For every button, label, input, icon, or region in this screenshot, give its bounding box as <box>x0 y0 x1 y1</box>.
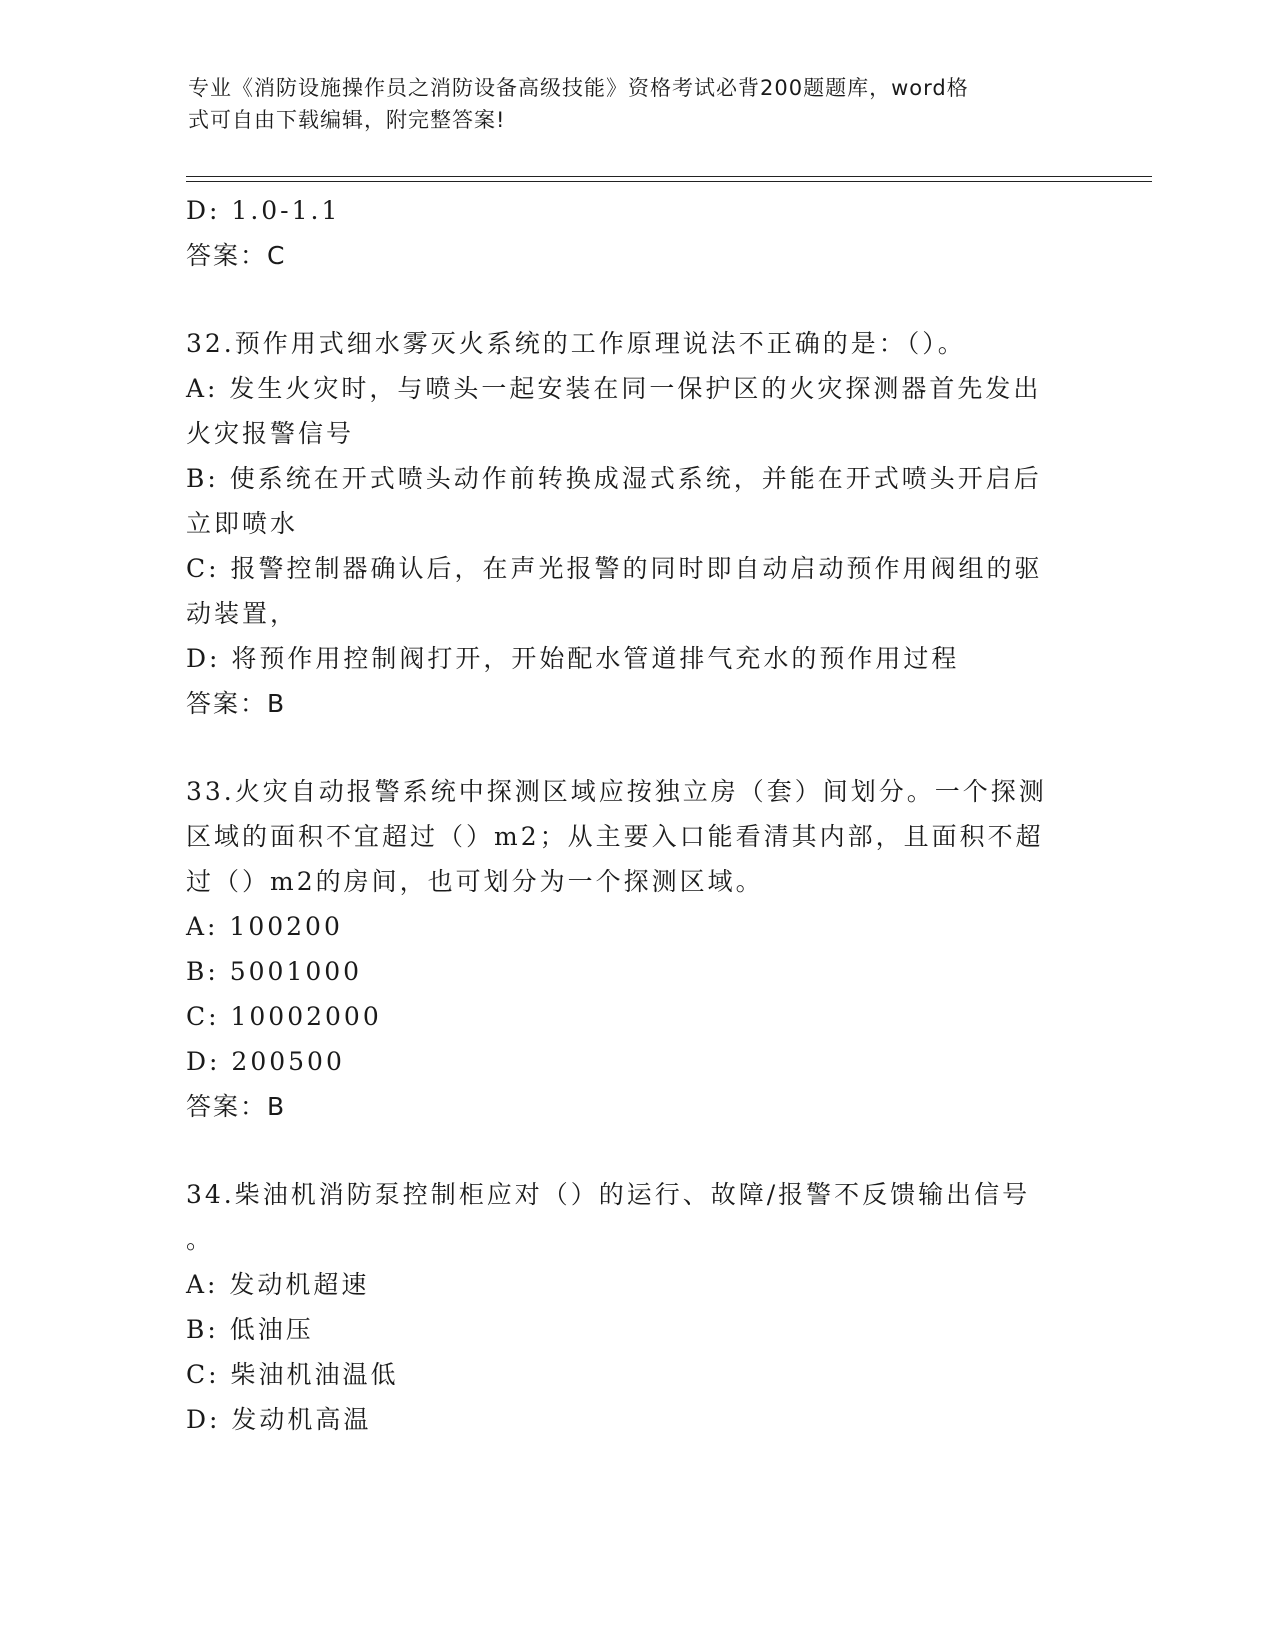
q34-option-c: C: 柴油机油温低 <box>186 1360 399 1389</box>
q32-option-a: A: 发生火灾时，与喷头一起安装在同一保护区的火灾探测器首先发出 <box>186 374 1042 403</box>
q32-option-a-cont: 火灾报警信号 <box>186 419 355 448</box>
q33-stem-cont: 区域的面积不宜超过（）m2；从主要入口能看清其内部，且面积不超 <box>186 822 1044 851</box>
q33-option-b: B: 5001000 <box>186 957 363 986</box>
document-header <box>188 72 1068 136</box>
header-divider-bottom <box>186 181 1152 182</box>
q32-option-b-cont: 立即喷水 <box>186 509 299 538</box>
q33-option-d: D: 200500 <box>186 1047 345 1076</box>
q33-stem: 33.火灾自动报警系统中探测区域应按独立房（套）间划分。一个探测 <box>186 777 1047 806</box>
question-content <box>186 188 1086 1442</box>
q32-option-b: B: 使系统在开式喷头动作前转换成湿式系统，并能在开式喷头开启后 <box>186 464 1042 493</box>
q34-option-a: A: 发动机超速 <box>186 1270 370 1299</box>
q32-option-d: D: 将预作用控制阀打开，开始配水管道排气充水的预作用过程 <box>186 644 960 673</box>
q32-option-c-cont: 动装置， <box>186 599 299 628</box>
question-spacer <box>186 1129 1086 1172</box>
q34-option-b: B: 低油压 <box>186 1315 314 1344</box>
header-line-2: 式可自由下载编辑，附完整答案! <box>188 108 506 132</box>
q32-stem: 32.预作用式细水雾灭火系统的工作原理说法不正确的是：（）。 <box>186 329 966 358</box>
q34-stem-cont: 。 <box>186 1225 215 1254</box>
q33-stem-cont-2: 过（）m2的房间，也可划分为一个探测区域。 <box>186 867 764 896</box>
q33-option-c: C: 10002000 <box>186 1002 382 1031</box>
q32-option-c: C: 报警控制器确认后，在声光报警的同时即自动启动预作用阀组的驱 <box>186 554 1043 583</box>
header-line-1: 专业《消防设施操作员之消防设备高级技能》资格考试必背200题题库，word格 <box>188 76 969 100</box>
q33-answer: 答案：B <box>186 1092 287 1121</box>
question-spacer <box>186 278 1086 321</box>
header-divider-top <box>186 176 1152 177</box>
q31-answer: 答案：C <box>186 241 287 270</box>
question-spacer <box>186 726 1086 769</box>
q31-option-d: D: 1.0-1.1 <box>186 196 341 225</box>
q34-option-d: D: 发动机高温 <box>186 1405 372 1434</box>
q34-stem: 34.柴油机消防泵控制柜应对（）的运行、故障/报警不反馈输出信号 <box>186 1180 1031 1209</box>
q32-answer: 答案：B <box>186 689 287 718</box>
q33-option-a: A: 100200 <box>186 912 343 941</box>
